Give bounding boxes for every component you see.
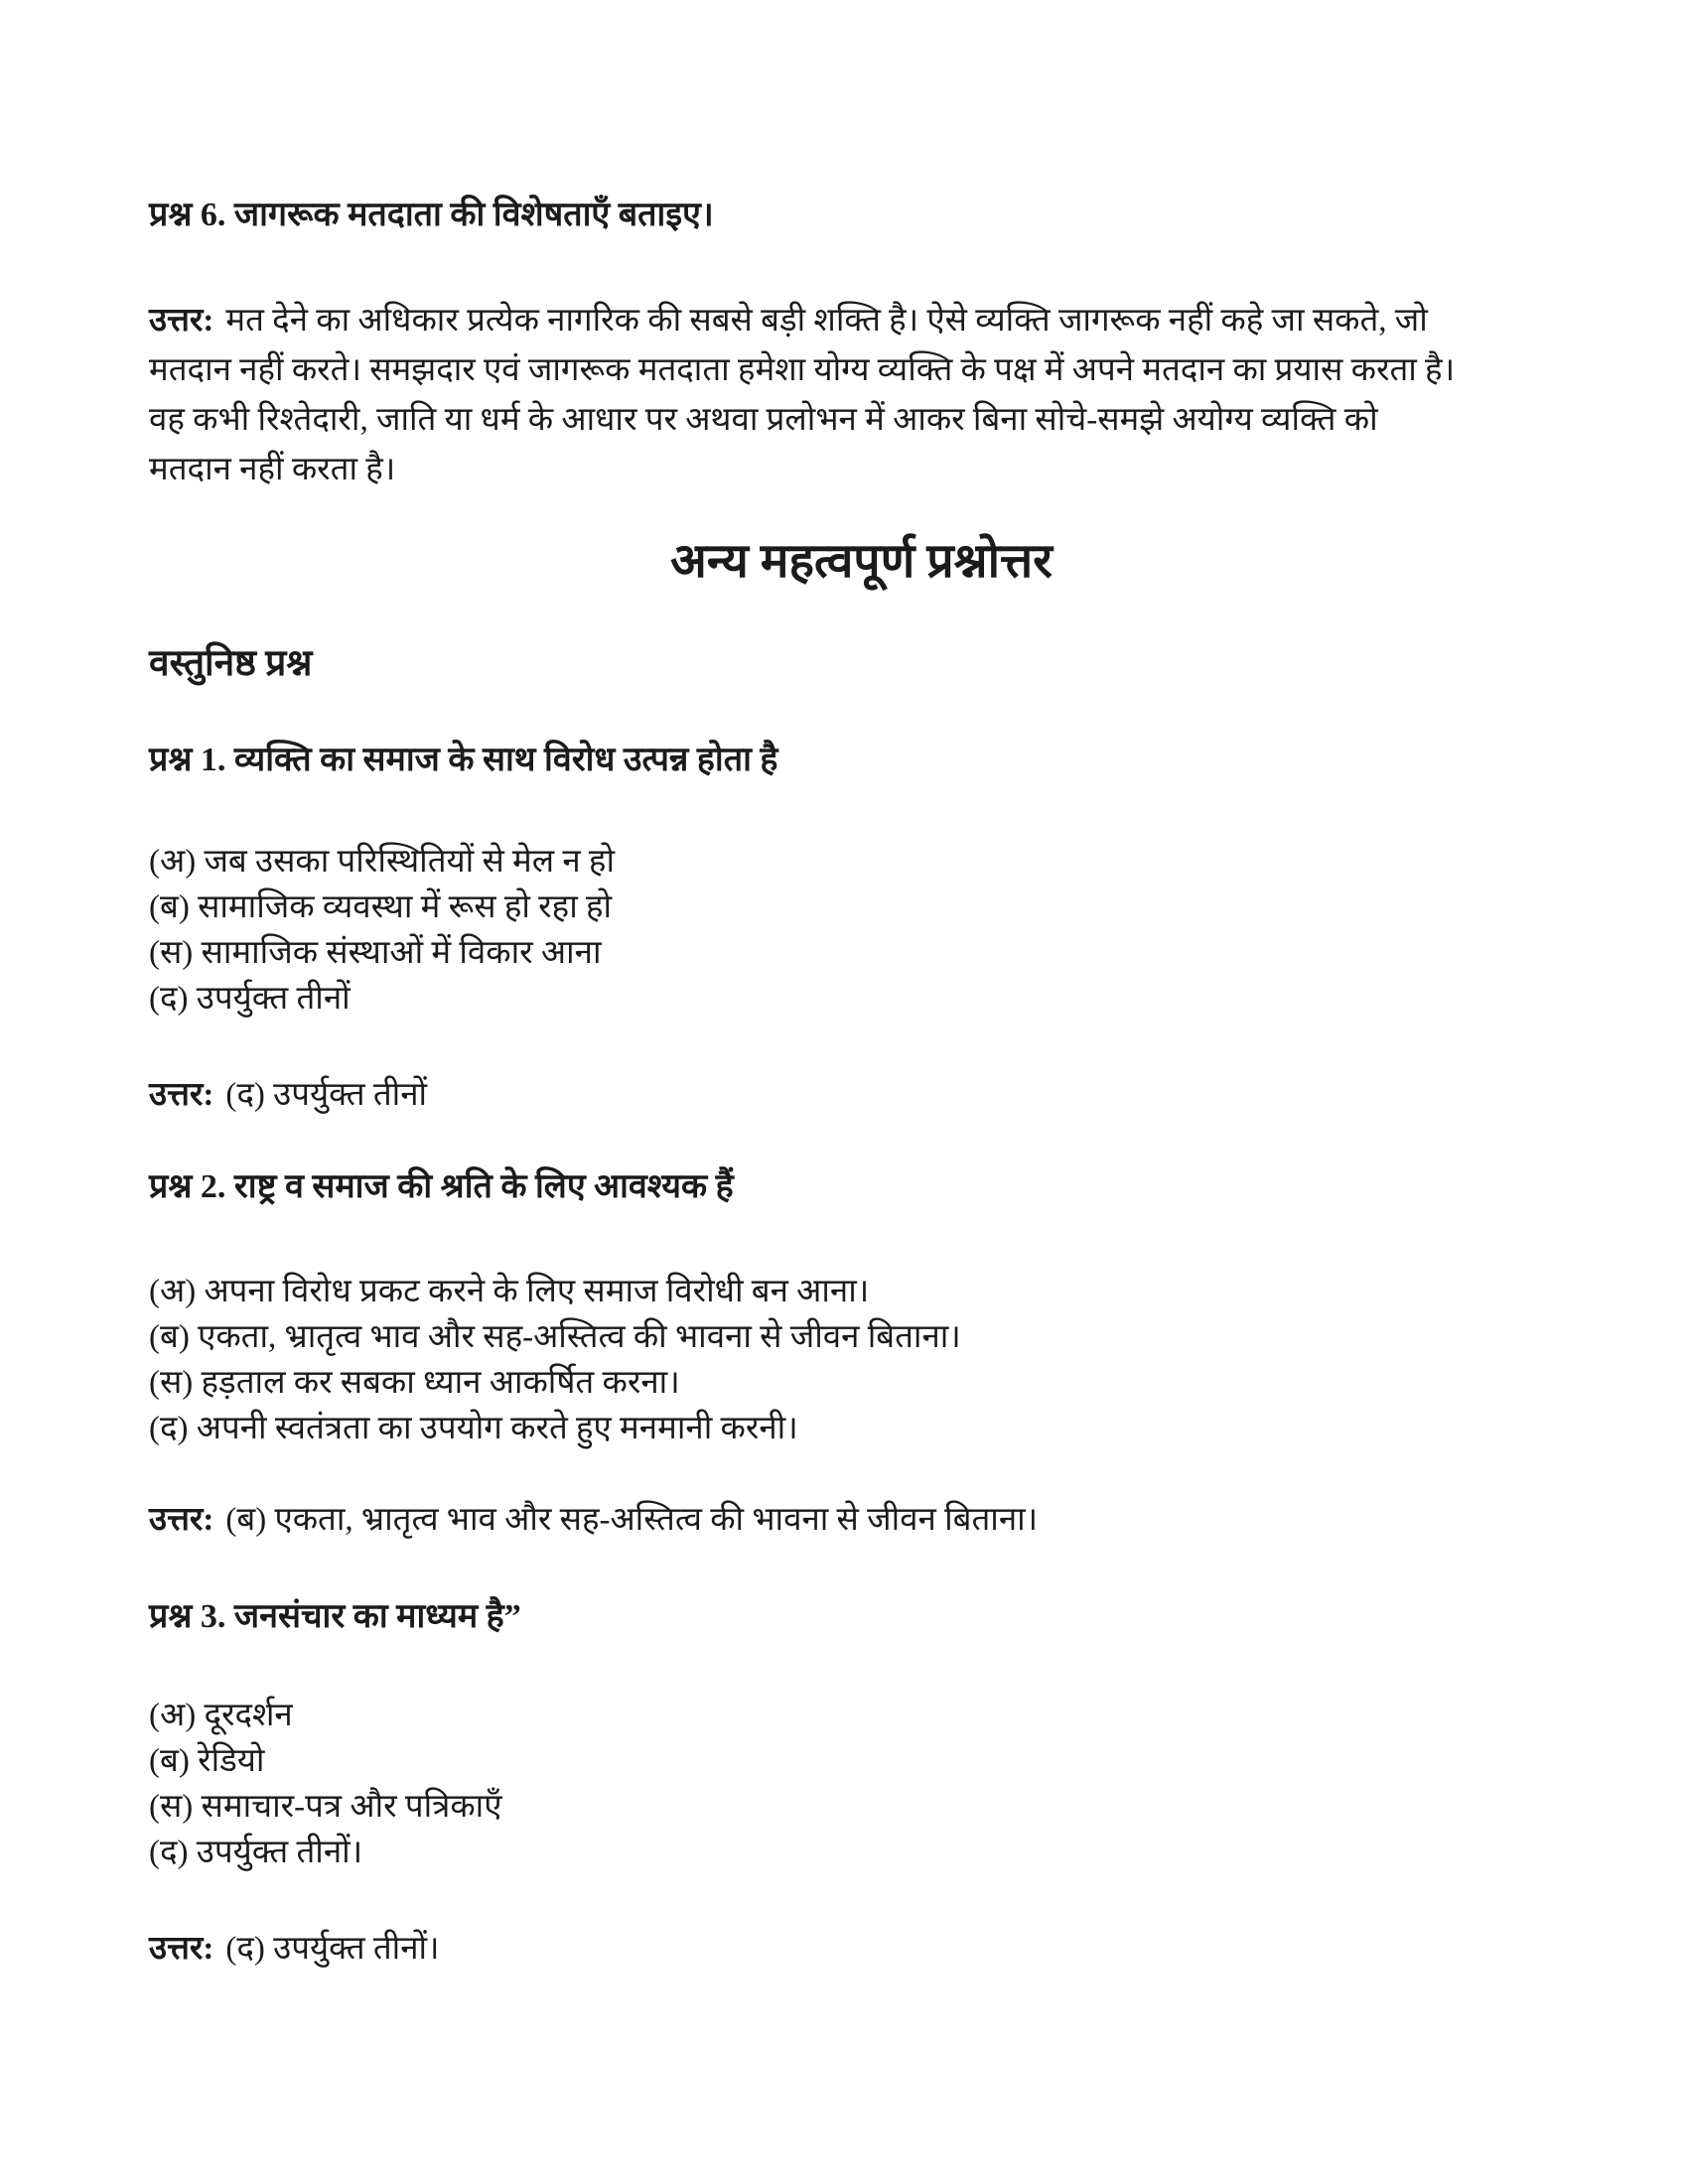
section-heading: अन्य महत्वपूर्ण प्रश्नोत्तर bbox=[670, 535, 1053, 588]
option-b: (ब) रेडियो bbox=[149, 1743, 265, 1779]
option-c: (स) सामाजिक संस्थाओं में विकार आना bbox=[149, 935, 602, 971]
answer-label: उत्तर: bbox=[149, 1931, 214, 1967]
question-3-options bbox=[149, 1693, 1465, 1875]
answer-label: उत्तर: bbox=[149, 1502, 214, 1538]
answer-text: (ब) एकता, भ्रातृत्व भाव और सह-अस्तित्व की भावना से जीवन बिताना। bbox=[225, 1502, 1039, 1538]
question-3-heading: प्रश्न 3. जनसंचार का माध्यम है” bbox=[149, 1598, 521, 1635]
option-a: (अ) अपना विरोध प्रकट करने के लिए समाज विरोधी बन आना। bbox=[149, 1274, 870, 1309]
question-6-answer bbox=[149, 296, 1465, 494]
question-3-answer bbox=[149, 1925, 1465, 1973]
question-2-options bbox=[149, 1269, 1465, 1451]
option-a: (अ) जब उसका परिस्थितियों से मेल न हो bbox=[149, 844, 615, 880]
question-2-answer bbox=[149, 1496, 1465, 1544]
option-c: (स) हड़ताल कर सबका ध्यान आकर्षित करना। bbox=[149, 1365, 680, 1401]
option-b: (ब) एकता, भ्रातृत्व भाव और सह-अस्तित्व की भावना से जीवन बिताना। bbox=[149, 1319, 961, 1355]
question-1-options bbox=[149, 839, 1465, 1022]
option-a: (अ) दूरदर्शन bbox=[149, 1698, 293, 1733]
answer-text: (द) उपर्युक्त तीनों। bbox=[225, 1931, 440, 1967]
option-d: (द) अपनी स्वतंत्रता का उपयोग करते हुए मनमानी करनी। bbox=[149, 1411, 798, 1446]
option-c: (स) समाचार-पत्र और पत्रिकाएँ bbox=[149, 1789, 502, 1825]
answer-label: उत्तर: bbox=[149, 303, 214, 339]
answer-label: उत्तर: bbox=[149, 1077, 214, 1113]
option-d: (द) उपर्युक्त तीनों bbox=[149, 981, 351, 1017]
question-1-heading: प्रश्न 1. व्यक्ति का समाज के साथ विरोध उत्पन्न होता है bbox=[149, 742, 778, 778]
question-6-heading: प्रश्न 6. जागरूक मतदाता की विशेषताएँ बताइए। bbox=[149, 197, 714, 233]
option-d: (द) उपर्युक्त तीनों। bbox=[149, 1835, 363, 1870]
subsection-heading: वस्तुनिष्ठ प्रश्न bbox=[149, 643, 313, 684]
option-b: (ब) सामाजिक व्यवस्था में रूस हो रहा हो bbox=[149, 889, 613, 925]
answer-text: (द) उपर्युक्त तीनों bbox=[225, 1077, 428, 1113]
answer-text: मत देने का अधिकार प्रत्येक नागरिक की सबसे बड़ी शक्ति है। ऐसे व्यक्ति जागरूक नहीं कहे जा सकते, जो मतदान नहीं करते। समझदार एवं जागरूक मतदाता हमेशा योग्य व्यक्ति के पक्ष में अपने मतदान का प्रयास करता है। वह कभी रिश्तेदारी, जाति या धर्म के आधार पर अथवा प्रलोभन में आकर बिना सोचे-समझे अयोग्य व्यक्ति को मतदान नहीं करता है। bbox=[149, 303, 1456, 487]
question-1-answer bbox=[149, 1071, 1465, 1119]
question-2-heading: प्रश्न 2. राष्ट्र व समाज की श्रति के लिए आवश्यक हैं bbox=[149, 1168, 734, 1205]
